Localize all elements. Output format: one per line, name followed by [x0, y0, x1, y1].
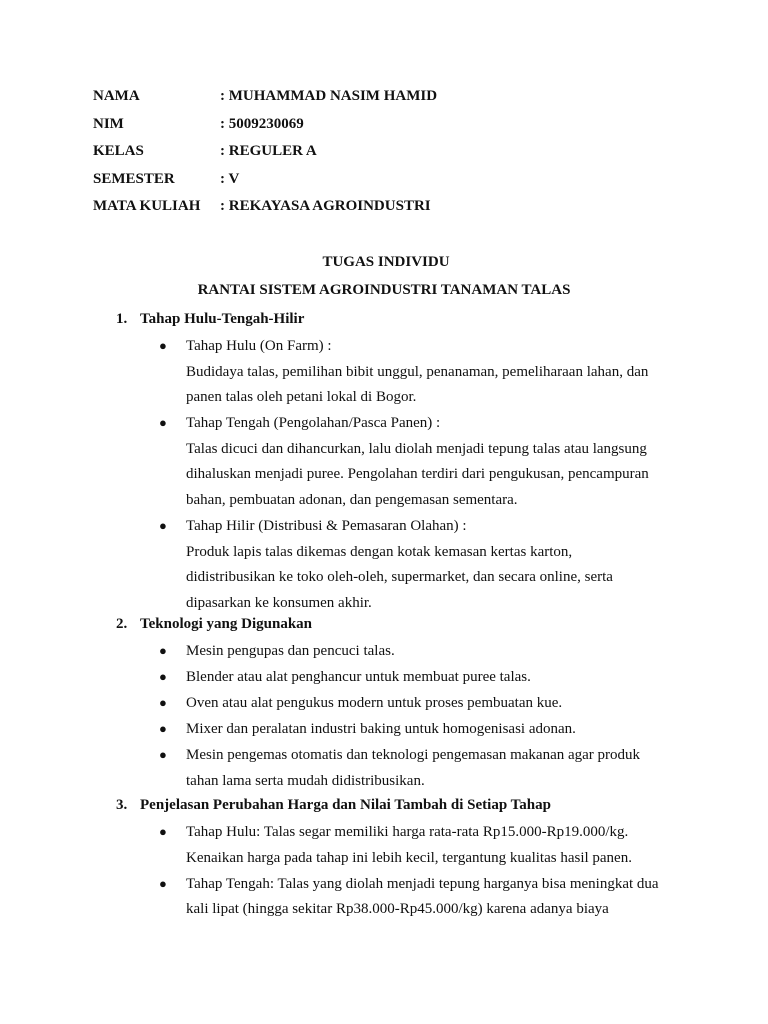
bullet-dot: ● — [159, 695, 167, 710]
bullet-text: Talas dicuci dan dihancurkan, lalu diolah menjadi tepung talas atau langsung — [186, 440, 647, 457]
bullet-dot: ● — [159, 747, 167, 762]
bullet-text: didistribusikan ke toko oleh-oleh, supermarket, dan secara online, serta — [186, 569, 613, 586]
bullet-text: Mixer dan peralatan industri baking untuk homogenisasi adonan. — [186, 721, 576, 737]
bullet-dot: ● — [159, 415, 167, 431]
bullet-text: dihaluskan menjadi puree. Pengolahan terdiri dari pengukusan, pencampuran — [186, 466, 649, 483]
bullet-text: Mesin pengemas otomatis dan teknologi pengemasan makanan agar produk — [186, 747, 641, 763]
info-label: NIM — [93, 115, 124, 132]
bullet-text: Tahap Tengah (Pengolahan/Pasca Panen) : — [186, 415, 441, 432]
bullet-text: kali lipat (hingga sekitar Rp38.000-Rp45.000/kg) karena adanya biaya — [186, 901, 609, 918]
info-value: : 5009230069 — [220, 115, 304, 132]
info-label: NAMA — [93, 88, 140, 104]
section-number: 1. — [116, 311, 128, 327]
bullet-text: Tahap Hilir (Distribusi & Pemasaran Olahan) : — [186, 518, 467, 534]
bullet-dot: ● — [159, 669, 167, 684]
info-value: : REKAYASA AGROINDUSTRI — [220, 198, 431, 214]
document-subtitle: RANTAI SISTEM AGROINDUSTRI TANAMAN TALAS — [197, 282, 571, 298]
info-value: : MUHAMMAD NASIM HAMID — [220, 88, 438, 104]
section-heading: Tahap Hulu-Tengah-Hilir — [140, 311, 305, 327]
bullet-text: bahan, pembuatan adonan, dan pengemasan sementara. — [186, 492, 518, 508]
bullet-text: Kenaikan harga pada tahap ini lebih kecil, tergantung kualitas hasil panen. — [186, 849, 632, 866]
section-heading: Penjelasan Perubahan Harga dan Nilai Tambah di Setiap Tahap — [140, 797, 551, 813]
bullet-text: Tahap Tengah: Talas yang diolah menjadi tepung harganya bisa meningkat dua — [186, 875, 659, 892]
info-value: : REGULER A — [220, 143, 317, 159]
info-label: SEMESTER — [93, 170, 175, 187]
bullet-text: dipasarkan ke konsumen akhir. — [186, 594, 372, 611]
section-heading: Teknologi yang Digunakan — [140, 616, 313, 632]
document-title: TUGAS INDIVIDU — [322, 254, 450, 270]
bullet-text: Budidaya talas, pemilihan bibit unggul, penanaman, pemeliharaan lahan, dan — [186, 363, 649, 380]
bullet-dot: ● — [159, 875, 167, 891]
bullet-text: Blender atau alat penghancur untuk membuat puree talas. — [186, 669, 531, 685]
info-value: : V — [220, 170, 240, 187]
section-number: 3. — [116, 797, 128, 813]
bullet-dot: ● — [159, 338, 167, 353]
bullet-text: Oven atau alat pengukus modern untuk proses pembuatan kue. — [186, 695, 563, 711]
bullet-text: Mesin pengupas dan pencuci talas. — [186, 643, 395, 659]
bullet-dot: ● — [159, 643, 167, 658]
info-label: MATA KULIAH — [93, 198, 201, 214]
bullet-text: tahan lama serta mudah didistribusikan. — [186, 772, 425, 789]
bullet-dot: ● — [159, 518, 167, 533]
bullet-dot: ● — [159, 824, 167, 839]
bullet-text: Tahap Hulu: Talas segar memiliki harga rata-rata Rp15.000-Rp19.000/kg. — [186, 824, 629, 840]
info-label: KELAS — [93, 143, 144, 159]
section-number: 2. — [116, 616, 128, 632]
bullet-text: panen talas oleh petani lokal di Bogor. — [186, 389, 417, 406]
bullet-dot: ● — [159, 721, 167, 736]
bullet-text: Tahap Hulu (On Farm) : — [186, 338, 332, 354]
bullet-text: Produk lapis talas dikemas dengan kotak kemasan kertas karton, — [186, 543, 573, 560]
